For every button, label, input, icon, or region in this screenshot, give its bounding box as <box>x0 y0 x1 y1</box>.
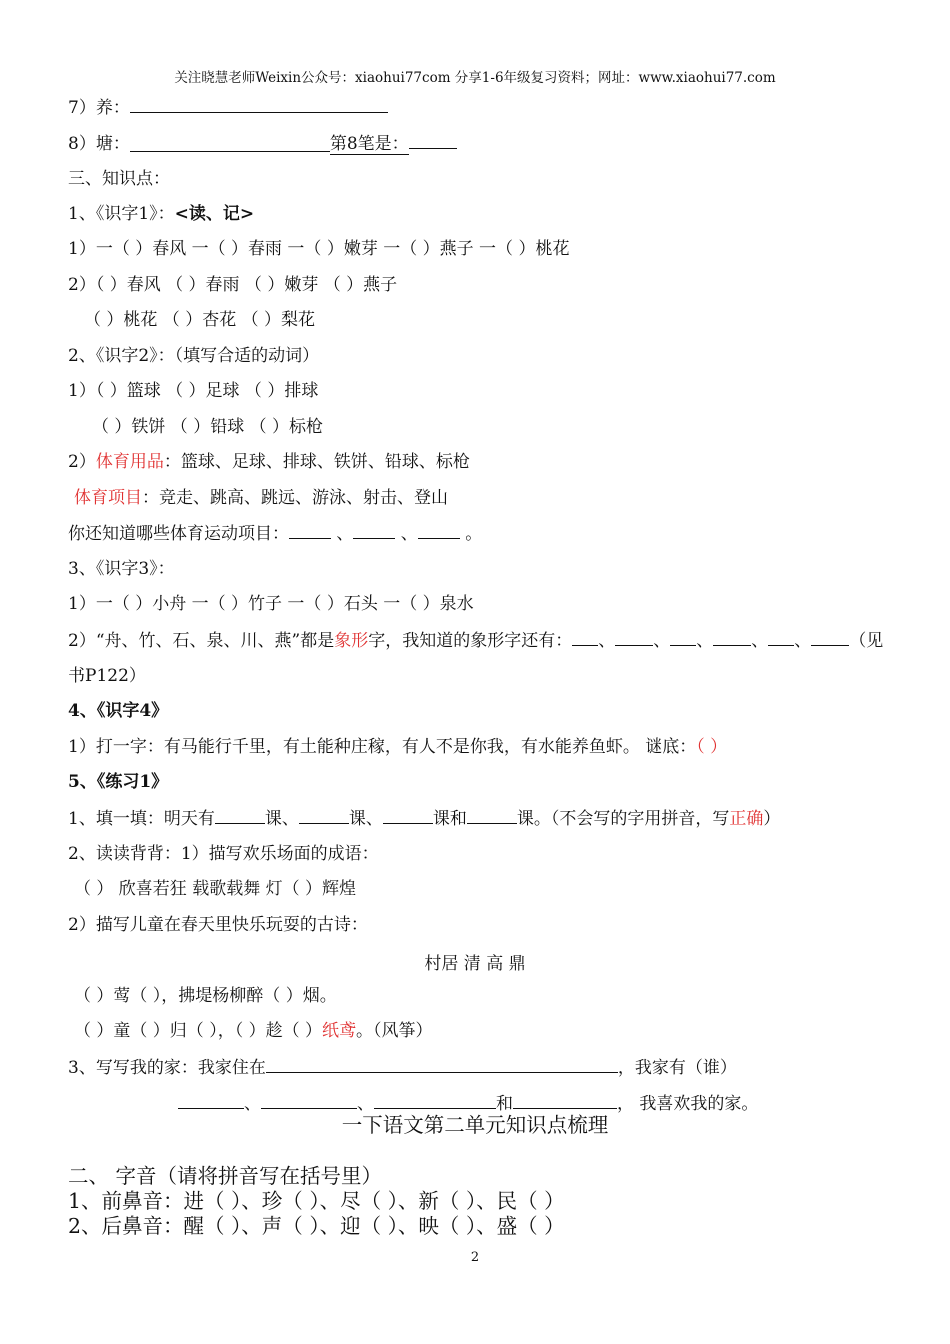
classes-text-d: 课和 <box>432 809 467 829</box>
lianxi-1-title: 5、《练习1》 <box>68 772 169 792</box>
page-number: 2 <box>470 1250 480 1265</box>
shizi-3-line-1: 1）一（ ）小舟 一（ ）竹子 一（ ）石头 一（ ）泉水 <box>68 594 474 614</box>
shizi-4-riddle <box>68 736 727 758</box>
item-8-label: 8）塘： <box>68 134 130 154</box>
poem-line-2-text: （ ）童（ ）归（ ），（ ）趁（ ） <box>74 1021 323 1041</box>
classes-text-c: 课、 <box>348 809 383 829</box>
shizi-2-line-2: （ ）铁饼 （ ）铅球 （ ）标枪 <box>92 417 324 437</box>
pictograph-text: 2）“舟、竹、石、泉、川、燕”都是 <box>68 631 335 651</box>
poem-title: 村居 清 高 鼎 <box>424 954 526 974</box>
shizi-1-title <box>68 203 254 225</box>
shizi-1-bold: <读、记> <box>174 204 255 224</box>
poem-kite-keyword: 纸鸢 <box>322 1021 357 1041</box>
pictograph-keyword: 象形 <box>334 631 369 651</box>
shizi-1-label: 1、《识字1》： <box>68 204 175 224</box>
classes-text-b: 课、 <box>264 809 299 829</box>
pictograph-blank-4 <box>713 629 751 646</box>
pictograph-blank-2 <box>615 629 653 646</box>
lianxi-1-line-2: 2、读读背背：1）描写欢乐场面的成语： <box>68 844 379 864</box>
item-7-label: 7）养： <box>68 98 130 118</box>
shizi-3-line-2: 2）“舟、竹、石、泉、川、燕”都是象形字，我知道的象形字还有： 、 、 、 、 、 （见 <box>68 631 884 651</box>
item-7-line <box>68 96 388 119</box>
lianxi-1-line-1 <box>68 807 780 830</box>
back-nasal-line: 2、后鼻音：醒（ ）、声（ ）、迎（ ）、映（ ）、盛（ ） <box>68 1214 565 1238</box>
pictograph-blank-5 <box>768 629 794 646</box>
class-blank-4 <box>467 807 517 824</box>
classes-text-a: 1、填一填：明天有 <box>68 809 215 829</box>
unit-2-title: 一下语文第二单元知识点梳理 <box>341 1113 609 1137</box>
classes-correct-keyword: 正确 <box>729 809 764 829</box>
shizi-1-line-2: 2）（ ）春风 （ ）春雨 （ ）嫩芽 （ ）燕子 <box>68 275 398 295</box>
my-home-end: ， 我喜欢我的家。 <box>617 1094 759 1114</box>
my-home-text-a: 3、写写我的家：我家住在 <box>68 1058 266 1078</box>
sports-events-label: 体育项目 <box>74 488 142 508</box>
shizi-2-l3-prefix: 2） <box>68 452 96 472</box>
sports-end: 。 <box>459 524 483 544</box>
shizi-2-line-1: 1）（ ）篮球 （ ）足球 （ ）排球 <box>68 381 319 401</box>
pictograph-blank-1 <box>572 629 598 646</box>
poem-line-2 <box>74 1020 433 1042</box>
sports-events-list: ：竞走、跳高、跳远、游泳、射击、登山 <box>142 488 448 508</box>
sports-equipment-label: 体育用品 <box>95 452 164 472</box>
shizi-2-line-4 <box>74 487 448 509</box>
family-sep-2: 、 <box>357 1094 374 1114</box>
family-blank-1 <box>178 1092 244 1109</box>
item-8-blank <box>130 135 330 152</box>
lianxi-1-line-3: （ ） 欣喜若狂 载歌载舞 灯（ ）辉煌 <box>74 879 357 899</box>
family-and: 和 <box>496 1094 513 1114</box>
sports-blank-2 <box>353 522 395 539</box>
pictograph-question: 字，我知道的象形字还有： <box>368 631 573 651</box>
poem-line-1: （ ）莺（ ），拂堤杨柳醉（ ）烟。 <box>74 986 337 1006</box>
sports-sep-1: 、 <box>331 524 354 544</box>
lianxi-1-line-4: 2）描写儿童在春天里快乐玩耍的古诗： <box>68 915 368 935</box>
family-blank-2 <box>261 1092 357 1109</box>
my-home-text-b: ，我家有（谁） <box>617 1058 737 1078</box>
item-8-stroke-blank <box>409 132 457 149</box>
shizi-3-line-3: 书P122） <box>68 666 146 686</box>
sports-question: 你还知道哪些体育运动项目： <box>68 524 289 544</box>
classes-text-e: 课。（不会写的字用拼音，写 <box>516 809 730 829</box>
riddle-answer-blank: （ ） <box>696 737 728 757</box>
item-8-line <box>68 132 457 155</box>
my-home-line-1 <box>68 1056 737 1079</box>
item-8-stroke-label: 第8笔是： <box>329 134 409 154</box>
riddle-text: 1）打一字：有马能行千里，有土能种庄稼，有人不是你我，有水能养鱼虾。 谜底： <box>68 737 697 757</box>
class-blank-2 <box>299 807 349 824</box>
class-blank-3 <box>383 807 433 824</box>
poem-line-2-note: 。（风筝） <box>356 1021 433 1041</box>
pictograph-blank-3 <box>670 629 696 646</box>
shizi-2-title: 2、《识字2》：（填写合适的动词） <box>68 346 320 366</box>
family-blank-4 <box>513 1092 617 1109</box>
shizi-1-line-3: （ ）桃花 （ ）杏花 （ ）梨花 <box>84 310 316 330</box>
classes-text-f: ） <box>763 809 781 829</box>
class-blank-1 <box>215 807 265 824</box>
sports-equipment-list: ：篮球、足球、排球、铁饼、铅球、标枪 <box>163 452 470 472</box>
sports-blank-1 <box>289 522 331 539</box>
pronunciation-section-title: 二、 字音（请将拼音写在括号里） <box>68 1164 383 1188</box>
sports-sep-2: 、 <box>395 524 418 544</box>
pictograph-blank-6 <box>811 629 849 646</box>
sports-blank-3 <box>418 522 460 539</box>
section-3-title: 三、知识点： <box>68 169 170 189</box>
pictograph-see-book: （见 <box>849 631 884 651</box>
shizi-4-title: 4、《识字4》 <box>68 701 169 721</box>
shizi-1-line-1: 1）一（ ）春风 一（ ）春雨 一（ ）嫩芽 一（ ）燕子 一（ ）桃花 <box>68 239 570 259</box>
front-nasal-line: 1、前鼻音：进（ ）、珍（ ）、尽（ ）、新（ ）、民（ ） <box>68 1189 565 1213</box>
shizi-2-line-5 <box>68 522 482 545</box>
family-sep-1: 、 <box>244 1094 261 1114</box>
family-blank-3 <box>374 1092 496 1109</box>
home-address-blank <box>266 1056 618 1073</box>
shizi-3-title: 3、《识字3》： <box>68 559 175 579</box>
my-home-line-2 <box>178 1092 758 1115</box>
shizi-2-line-3 <box>68 451 470 473</box>
page-header: 关注晓慧老师Weixin公众号：xiaohui77com 分享1-6年级复习资料；网址：www.xiaohui77.com <box>174 70 776 86</box>
item-7-blank <box>130 96 388 113</box>
